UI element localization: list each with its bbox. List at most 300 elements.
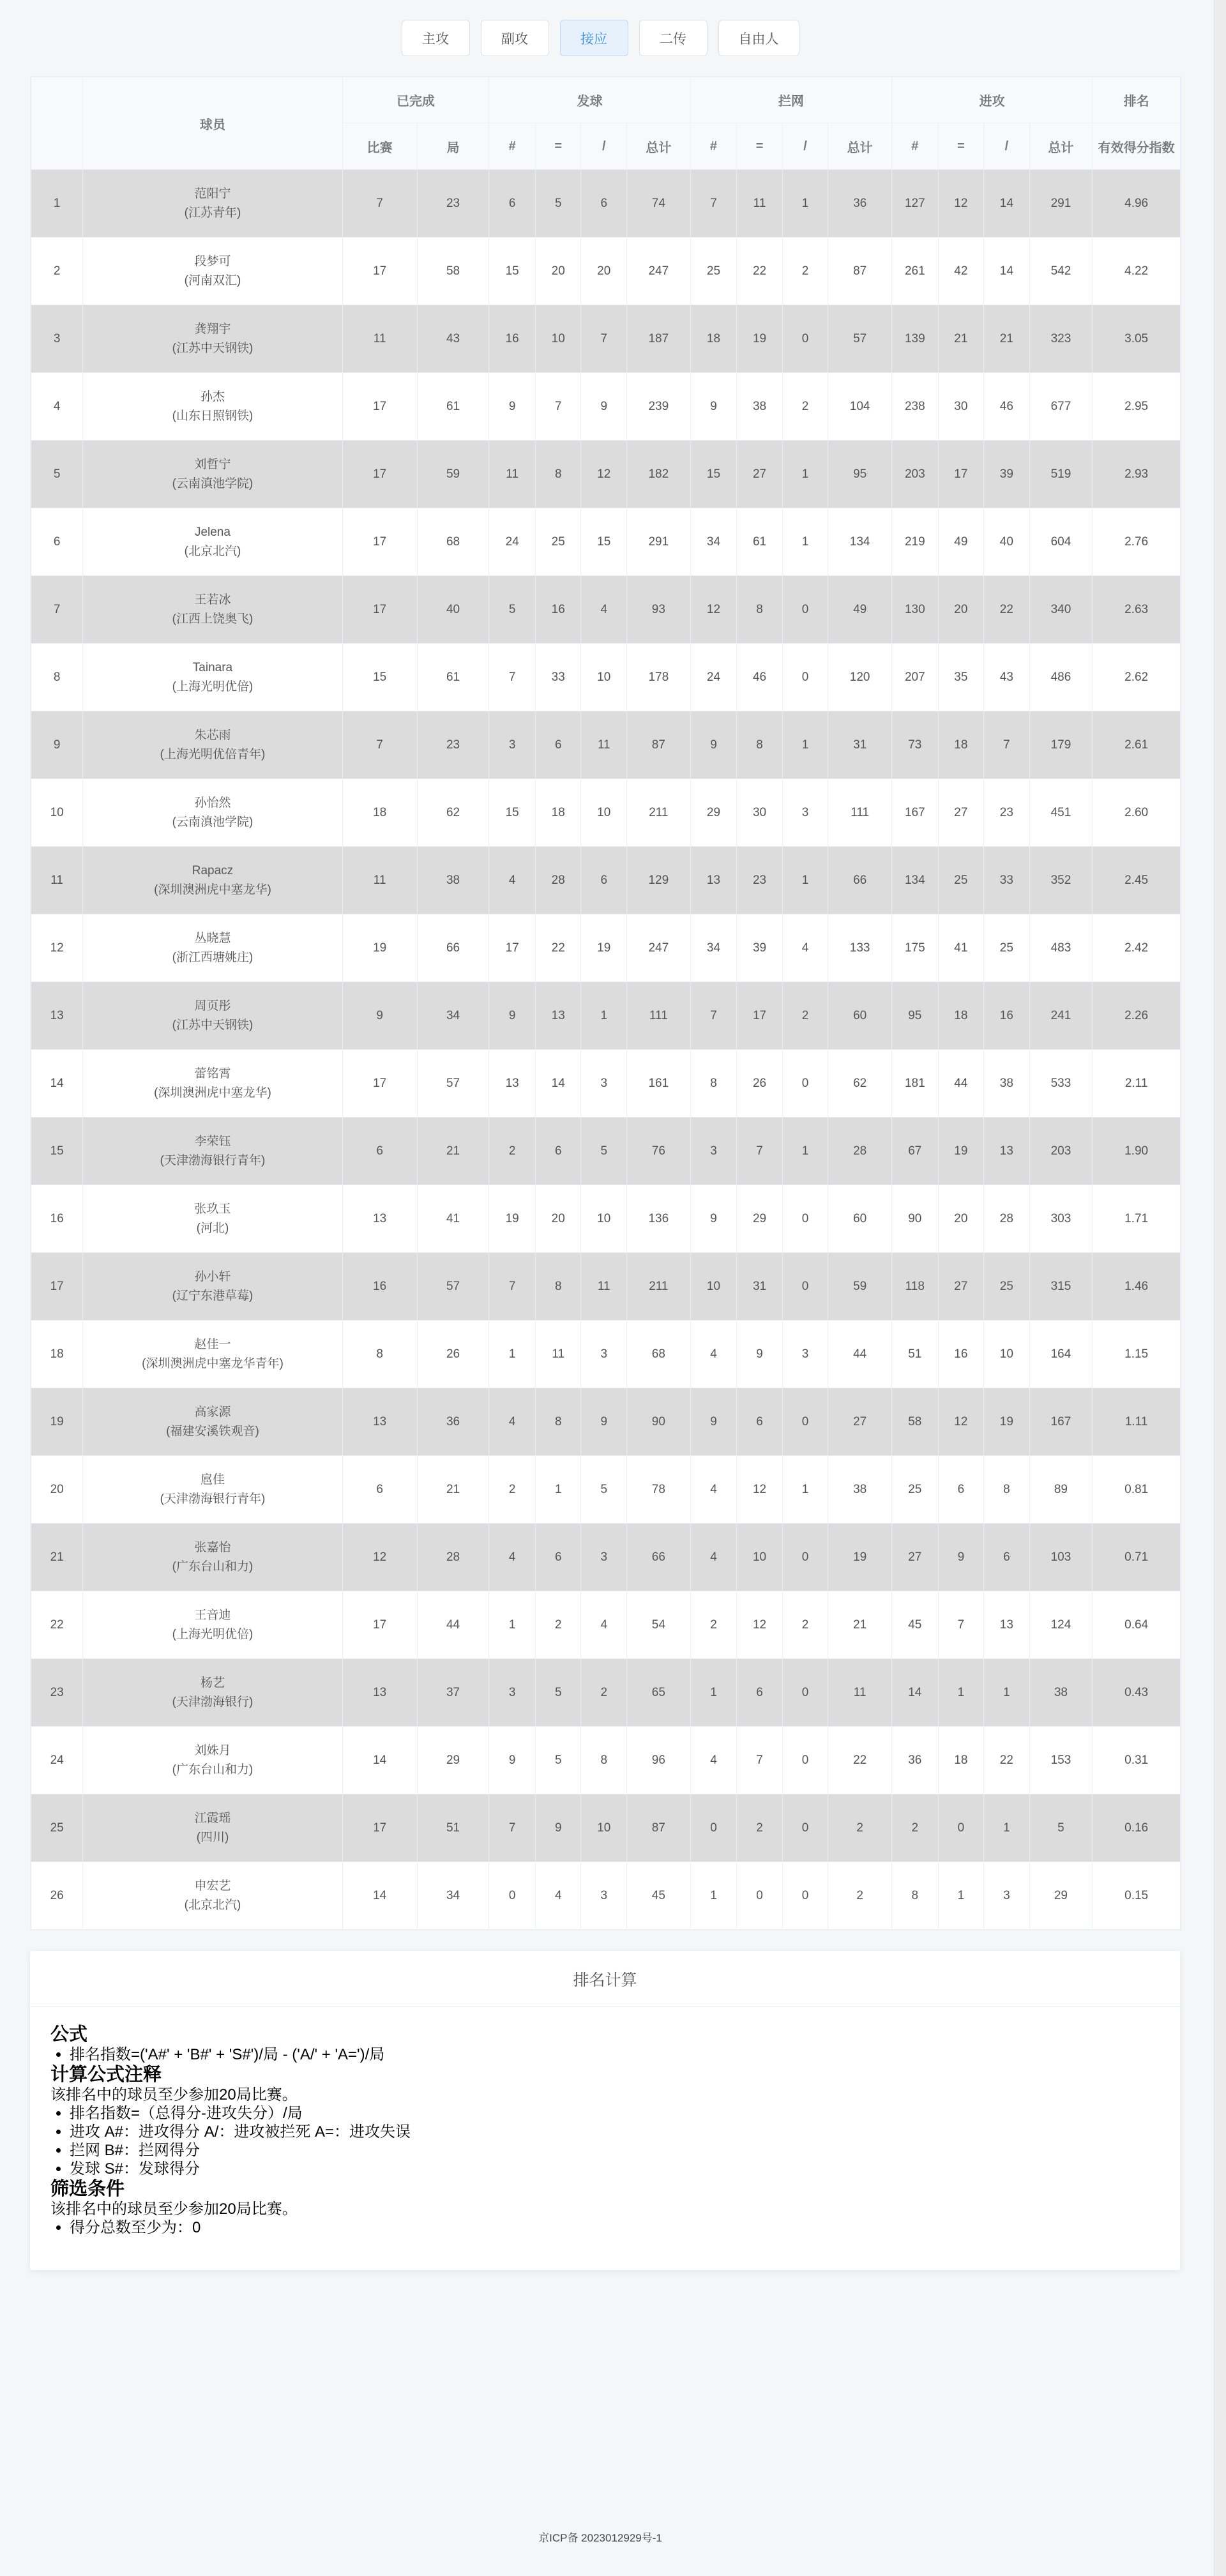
stat-serve-slash: 6 [581, 170, 627, 238]
stat-completed-matches: 12 [342, 1524, 417, 1591]
stat-rank-index: 4.96 [1093, 170, 1181, 238]
stat-rank-index: 0.81 [1093, 1456, 1181, 1524]
player-name: 申宏艺 [194, 1879, 231, 1893]
stat-attack-error: 18 [938, 1727, 984, 1794]
stat-serve-error: 6 [535, 711, 581, 779]
stat-rank-index: 1.71 [1093, 1185, 1181, 1253]
player-cell [83, 644, 342, 711]
stat-attack-point: 238 [892, 373, 939, 441]
player-team: (江苏中天钢铁) [172, 341, 254, 355]
table-row[interactable] [31, 1456, 1181, 1524]
stat-attack-total: 519 [1029, 441, 1093, 508]
stat-block-point: 9 [690, 1185, 737, 1253]
header-group-serve: 发球 [489, 77, 690, 123]
calc-title: 排名计算 [30, 1951, 1180, 2007]
stat-block-total: 2 [828, 1862, 892, 1930]
filter-heading: 筛选条件 [50, 2179, 125, 2199]
header-rank-index: 有效得分指数 [1093, 123, 1181, 170]
stat-attack-total: 677 [1029, 373, 1093, 441]
player-name: Tainara [192, 660, 233, 674]
stat-attack-error: 16 [938, 1321, 984, 1388]
rank-number: 18 [31, 1321, 83, 1388]
stat-block-error: 29 [737, 1185, 783, 1253]
stat-serve-total: 68 [627, 1321, 691, 1388]
stat-block-slash: 0 [782, 1794, 828, 1862]
table-row[interactable] [31, 1253, 1181, 1321]
stat-block-error: 23 [737, 847, 783, 914]
stat-attack-blocked: 46 [984, 373, 1030, 441]
table-row[interactable] [31, 170, 1181, 238]
stat-serve-error: 6 [535, 1524, 581, 1591]
table-row[interactable] [31, 1591, 1181, 1659]
stat-attack-total: 291 [1029, 170, 1093, 238]
table-row[interactable] [31, 644, 1181, 711]
stat-block-point: 7 [690, 982, 737, 1050]
stat-serve-ace: 6 [489, 170, 536, 238]
stat-attack-point: 14 [892, 1659, 939, 1727]
filter-intro: 该排名中的球员至少参加20局比赛。 [50, 2201, 298, 2218]
stat-serve-ace: 9 [489, 373, 536, 441]
stat-attack-blocked: 6 [984, 1524, 1030, 1591]
stat-serve-total: 247 [627, 914, 691, 982]
stat-serve-error: 4 [535, 1862, 581, 1930]
player-name: 龚翔宇 [194, 322, 231, 336]
notes-item: • 拦网 B#：拦网得分 [70, 2141, 1160, 2160]
stat-block-error: 7 [737, 1118, 783, 1185]
header-group-rank: 排名 [1093, 77, 1181, 123]
stat-attack-error: 0 [938, 1794, 984, 1862]
rank-number: 22 [31, 1591, 83, 1659]
stat-serve-slash: 11 [581, 711, 627, 779]
stat-attack-blocked: 28 [984, 1185, 1030, 1253]
stat-attack-blocked: 43 [984, 644, 1030, 711]
stat-serve-ace: 5 [489, 576, 536, 644]
player-cell [83, 1388, 342, 1456]
table-row[interactable] [31, 1794, 1181, 1862]
stat-serve-slash: 10 [581, 1794, 627, 1862]
rank-number: 5 [31, 441, 83, 508]
player-team: (上海光明优倍) [172, 679, 254, 693]
stat-serve-slash: 5 [581, 1456, 627, 1524]
stat-serve-error: 16 [535, 576, 581, 644]
stat-serve-error: 20 [535, 238, 581, 305]
stat-attack-point: 25 [892, 1456, 939, 1524]
stat-serve-ace: 15 [489, 238, 536, 305]
player-team: (广东台山和力) [172, 1762, 254, 1777]
stat-serve-ace: 7 [489, 1253, 536, 1321]
stat-serve-slash: 5 [581, 1118, 627, 1185]
stat-block-error: 17 [737, 982, 783, 1050]
stat-attack-blocked: 13 [984, 1118, 1030, 1185]
stat-block-point: 13 [690, 847, 737, 914]
table-row[interactable] [31, 1118, 1181, 1185]
stat-block-point: 34 [690, 508, 737, 576]
player-name: 王若冰 [194, 593, 231, 607]
stat-completed-sets: 29 [417, 1727, 489, 1794]
stat-block-slash: 1 [782, 508, 828, 576]
player-team: (四川) [196, 1830, 229, 1844]
stat-attack-total: 315 [1029, 1253, 1093, 1321]
stat-serve-ace: 9 [489, 1727, 536, 1794]
header-serve-slash: / [581, 123, 627, 170]
player-name: 范阳宁 [194, 186, 231, 201]
stat-serve-total: 65 [627, 1659, 691, 1727]
table-row[interactable] [31, 1050, 1181, 1118]
stat-attack-error: 42 [938, 238, 984, 305]
player-name: 孙杰 [200, 390, 225, 404]
stat-completed-matches: 13 [342, 1388, 417, 1456]
stat-serve-slash: 3 [581, 1862, 627, 1930]
player-cell [83, 1727, 342, 1794]
header-attack-error: = [938, 123, 984, 170]
stat-rank-index: 0.64 [1093, 1591, 1181, 1659]
stat-attack-blocked: 33 [984, 847, 1030, 914]
stat-attack-point: 127 [892, 170, 939, 238]
stat-serve-ace: 3 [489, 1659, 536, 1727]
player-team: (江苏中天钢铁) [172, 1018, 254, 1032]
stat-attack-blocked: 22 [984, 1727, 1030, 1794]
table-row[interactable] [31, 441, 1181, 508]
stat-block-total: 36 [828, 170, 892, 238]
stat-completed-sets: 41 [417, 1185, 489, 1253]
stat-block-error: 6 [737, 1659, 783, 1727]
stat-completed-sets: 68 [417, 508, 489, 576]
rank-number: 3 [31, 305, 83, 373]
header-group-block: 拦网 [690, 77, 891, 123]
rank-number: 4 [31, 373, 83, 441]
stat-block-point: 0 [690, 1794, 737, 1862]
stat-completed-matches: 7 [342, 711, 417, 779]
stat-block-total: 31 [828, 711, 892, 779]
header-serve-error: = [535, 123, 581, 170]
stat-attack-total: 533 [1029, 1050, 1093, 1118]
stat-serve-ace: 0 [489, 1862, 536, 1930]
stat-block-total: 2 [828, 1794, 892, 1862]
tab-libero[interactable]: 自由人 [718, 20, 799, 56]
stat-block-total: 21 [828, 1591, 892, 1659]
stat-completed-matches: 11 [342, 847, 417, 914]
stat-serve-slash: 3 [581, 1050, 627, 1118]
stat-block-point: 1 [690, 1862, 737, 1930]
tab-outside-hitter[interactable]: 主攻 [402, 20, 470, 56]
stat-attack-point: 2 [892, 1794, 939, 1862]
stat-serve-error: 13 [535, 982, 581, 1050]
stat-serve-error: 9 [535, 1794, 581, 1862]
stat-attack-blocked: 40 [984, 508, 1030, 576]
stat-serve-total: 87 [627, 711, 691, 779]
stat-serve-total: 45 [627, 1862, 691, 1930]
stat-completed-sets: 26 [417, 1321, 489, 1388]
rank-number: 20 [31, 1456, 83, 1524]
stat-serve-total: 187 [627, 305, 691, 373]
stat-attack-blocked: 1 [984, 1659, 1030, 1727]
table-row[interactable] [31, 576, 1181, 644]
stat-block-total: 60 [828, 982, 892, 1050]
header-serve-total: 总计 [627, 123, 691, 170]
stat-block-point: 7 [690, 170, 737, 238]
stat-attack-blocked: 14 [984, 238, 1030, 305]
page-scrollbar[interactable] [1214, 0, 1226, 2576]
stat-completed-matches: 6 [342, 1118, 417, 1185]
player-cell [83, 1591, 342, 1659]
player-cell [83, 847, 342, 914]
table-row[interactable] [31, 711, 1181, 779]
icp-footer[interactable]: 京ICP备 2023012929号-1 [538, 2532, 662, 2544]
stat-attack-error: 1 [938, 1659, 984, 1727]
stat-block-total: 38 [828, 1456, 892, 1524]
player-cell [83, 508, 342, 576]
header-attack-blocked: / [984, 123, 1030, 170]
player-name: Rapacz [192, 863, 234, 877]
stat-serve-error: 5 [535, 1727, 581, 1794]
table-row[interactable] [31, 779, 1181, 847]
stat-attack-point: 175 [892, 914, 939, 982]
stat-block-error: 30 [737, 779, 783, 847]
header-block-error: = [737, 123, 783, 170]
table-row[interactable] [31, 982, 1181, 1050]
rank-number: 17 [31, 1253, 83, 1321]
stat-serve-error: 33 [535, 644, 581, 711]
stat-serve-total: 182 [627, 441, 691, 508]
player-cell [83, 1862, 342, 1930]
stat-block-slash: 2 [782, 373, 828, 441]
player-team: (山东日照钢铁) [172, 409, 254, 423]
stat-completed-sets: 44 [417, 1591, 489, 1659]
stat-serve-total: 78 [627, 1456, 691, 1524]
header-completed-matches: 比赛 [342, 123, 417, 170]
table-row[interactable] [31, 508, 1181, 576]
stat-block-point: 3 [690, 1118, 737, 1185]
rank-number: 23 [31, 1659, 83, 1727]
player-cell [83, 1050, 342, 1118]
table-row[interactable] [31, 1388, 1181, 1456]
stat-block-slash: 0 [782, 1253, 828, 1321]
rank-number: 2 [31, 238, 83, 305]
stat-attack-error: 18 [938, 982, 984, 1050]
stat-rank-index: 0.71 [1093, 1524, 1181, 1591]
stat-attack-total: 164 [1029, 1321, 1093, 1388]
stat-serve-total: 74 [627, 170, 691, 238]
player-name: 段梦可 [194, 254, 231, 268]
stat-attack-point: 27 [892, 1524, 939, 1591]
rank-number: 19 [31, 1388, 83, 1456]
stat-serve-error: 25 [535, 508, 581, 576]
stat-block-point: 9 [690, 1388, 737, 1456]
stat-rank-index: 2.95 [1093, 373, 1181, 441]
stat-attack-blocked: 14 [984, 170, 1030, 238]
player-team: (天津渤海银行) [172, 1695, 254, 1709]
table-row[interactable] [31, 847, 1181, 914]
player-team: (深圳澳洲虎中塞龙华) [154, 1086, 271, 1100]
stat-attack-blocked: 22 [984, 576, 1030, 644]
stat-attack-total: 303 [1029, 1185, 1093, 1253]
table-row[interactable] [31, 1727, 1181, 1794]
table-row[interactable] [31, 305, 1181, 373]
stat-block-error: 12 [737, 1456, 783, 1524]
stat-attack-error: 12 [938, 1388, 984, 1456]
stat-completed-sets: 66 [417, 914, 489, 982]
stat-serve-slash: 9 [581, 1388, 627, 1456]
stat-block-slash: 4 [782, 914, 828, 982]
stat-block-point: 8 [690, 1050, 737, 1118]
table-row[interactable] [31, 238, 1181, 305]
player-name: 张嘉怡 [194, 1540, 231, 1554]
stat-attack-total: 604 [1029, 508, 1093, 576]
stat-serve-ace: 7 [489, 1794, 536, 1862]
stat-attack-blocked: 16 [984, 982, 1030, 1050]
player-team: (辽宁东港草莓) [172, 1289, 254, 1303]
table-row[interactable] [31, 1524, 1181, 1591]
stat-serve-slash: 7 [581, 305, 627, 373]
player-cell [83, 305, 342, 373]
stat-attack-point: 207 [892, 644, 939, 711]
stat-block-total: 134 [828, 508, 892, 576]
stat-block-point: 4 [690, 1321, 737, 1388]
stat-attack-total: 483 [1029, 914, 1093, 982]
stat-serve-ace: 13 [489, 1050, 536, 1118]
stat-serve-slash: 8 [581, 1727, 627, 1794]
stat-serve-total: 93 [627, 576, 691, 644]
stat-serve-total: 111 [627, 982, 691, 1050]
stat-block-total: 11 [828, 1659, 892, 1727]
tab-middle-blocker[interactable]: 副攻 [481, 20, 549, 56]
stat-block-total: 104 [828, 373, 892, 441]
player-cell [83, 238, 342, 305]
stat-attack-point: 58 [892, 1388, 939, 1456]
tab-setter[interactable]: 二传 [639, 20, 708, 56]
rank-number: 10 [31, 779, 83, 847]
player-cell [83, 373, 342, 441]
stat-serve-total: 211 [627, 1253, 691, 1321]
stat-block-point: 4 [690, 1456, 737, 1524]
notes-item: • 进攻 A#：进攻得分 A/：进攻被拦死 A=：进攻失误 [70, 2123, 1160, 2141]
stat-completed-matches: 19 [342, 914, 417, 982]
rank-number: 12 [31, 914, 83, 982]
stat-serve-error: 10 [535, 305, 581, 373]
stat-serve-ace: 4 [489, 1524, 536, 1591]
stat-completed-sets: 37 [417, 1659, 489, 1727]
stat-attack-point: 36 [892, 1727, 939, 1794]
stat-serve-slash: 3 [581, 1524, 627, 1591]
stat-serve-error: 11 [535, 1321, 581, 1388]
ranking-table [30, 76, 1181, 1930]
table-row[interactable] [31, 1185, 1181, 1253]
player-name: 朱芯雨 [194, 728, 231, 742]
stat-completed-sets: 23 [417, 170, 489, 238]
rank-number: 24 [31, 1727, 83, 1794]
stat-block-error: 22 [737, 238, 783, 305]
stat-completed-sets: 40 [417, 576, 489, 644]
stat-attack-total: 241 [1029, 982, 1093, 1050]
stat-serve-slash: 9 [581, 373, 627, 441]
table-row[interactable] [31, 373, 1181, 441]
stat-block-error: 11 [737, 170, 783, 238]
stat-serve-error: 6 [535, 1118, 581, 1185]
player-team: (深圳澳洲虎中塞龙华青年) [142, 1356, 284, 1370]
player-team: (上海光明优倍青年) [160, 747, 266, 761]
stat-attack-total: 103 [1029, 1524, 1093, 1591]
stat-completed-matches: 17 [342, 1591, 417, 1659]
player-cell [83, 576, 342, 644]
stat-attack-total: 167 [1029, 1388, 1093, 1456]
stat-serve-error: 20 [535, 1185, 581, 1253]
stat-serve-slash: 15 [581, 508, 627, 576]
stat-block-point: 34 [690, 914, 737, 982]
stat-rank-index: 2.11 [1093, 1050, 1181, 1118]
player-name: 丛晓慧 [194, 931, 231, 945]
stat-rank-index: 1.46 [1093, 1253, 1181, 1321]
stat-completed-matches: 17 [342, 373, 417, 441]
stat-block-error: 10 [737, 1524, 783, 1591]
stat-completed-sets: 51 [417, 1794, 489, 1862]
stat-block-total: 95 [828, 441, 892, 508]
stat-block-slash: 2 [782, 1591, 828, 1659]
stat-attack-error: 9 [938, 1524, 984, 1591]
stat-serve-error: 5 [535, 170, 581, 238]
header-block-point: # [690, 123, 737, 170]
player-name: 扈佳 [200, 1473, 225, 1487]
stat-block-slash: 0 [782, 1659, 828, 1727]
player-cell [83, 1321, 342, 1388]
stat-block-total: 22 [828, 1727, 892, 1794]
table-row[interactable] [31, 1659, 1181, 1727]
player-cell [83, 1794, 342, 1862]
stat-serve-error: 22 [535, 914, 581, 982]
stat-rank-index: 1.11 [1093, 1388, 1181, 1456]
stat-completed-matches: 14 [342, 1862, 417, 1930]
stat-attack-total: 124 [1029, 1591, 1093, 1659]
player-name: 周页彤 [194, 999, 231, 1013]
stat-block-error: 19 [737, 305, 783, 373]
player-cell [83, 982, 342, 1050]
header-group-attack: 进攻 [892, 77, 1093, 123]
stat-block-slash: 0 [782, 1050, 828, 1118]
table-row[interactable] [31, 914, 1181, 982]
tab-opposite[interactable]: 接应 [560, 20, 628, 56]
stat-rank-index: 2.62 [1093, 644, 1181, 711]
stat-block-point: 18 [690, 305, 737, 373]
ranking-calculation-card [30, 1951, 1180, 2270]
stat-block-error: 38 [737, 373, 783, 441]
table-row[interactable] [31, 1321, 1181, 1388]
stat-serve-ace: 15 [489, 779, 536, 847]
stat-attack-total: 179 [1029, 711, 1093, 779]
stat-block-error: 27 [737, 441, 783, 508]
stat-serve-slash: 11 [581, 1253, 627, 1321]
stat-completed-sets: 59 [417, 441, 489, 508]
stat-attack-error: 12 [938, 170, 984, 238]
player-cell [83, 711, 342, 779]
stat-rank-index: 2.61 [1093, 711, 1181, 779]
table-row[interactable] [31, 1862, 1181, 1930]
stat-rank-index: 0.15 [1093, 1862, 1181, 1930]
stat-serve-slash: 2 [581, 1659, 627, 1727]
stat-block-error: 7 [737, 1727, 783, 1794]
stat-serve-slash: 10 [581, 779, 627, 847]
player-team: (广东台山和力) [172, 1559, 254, 1573]
player-team: (云南滇池学院) [172, 476, 254, 490]
stat-serve-total: 211 [627, 779, 691, 847]
stat-block-total: 44 [828, 1321, 892, 1388]
stat-attack-blocked: 13 [984, 1591, 1030, 1659]
stat-block-point: 15 [690, 441, 737, 508]
stat-attack-error: 1 [938, 1862, 984, 1930]
stat-block-total: 111 [828, 779, 892, 847]
stat-serve-ace: 4 [489, 1388, 536, 1456]
stat-block-point: 10 [690, 1253, 737, 1321]
stat-attack-error: 27 [938, 779, 984, 847]
stat-attack-total: 352 [1029, 847, 1093, 914]
